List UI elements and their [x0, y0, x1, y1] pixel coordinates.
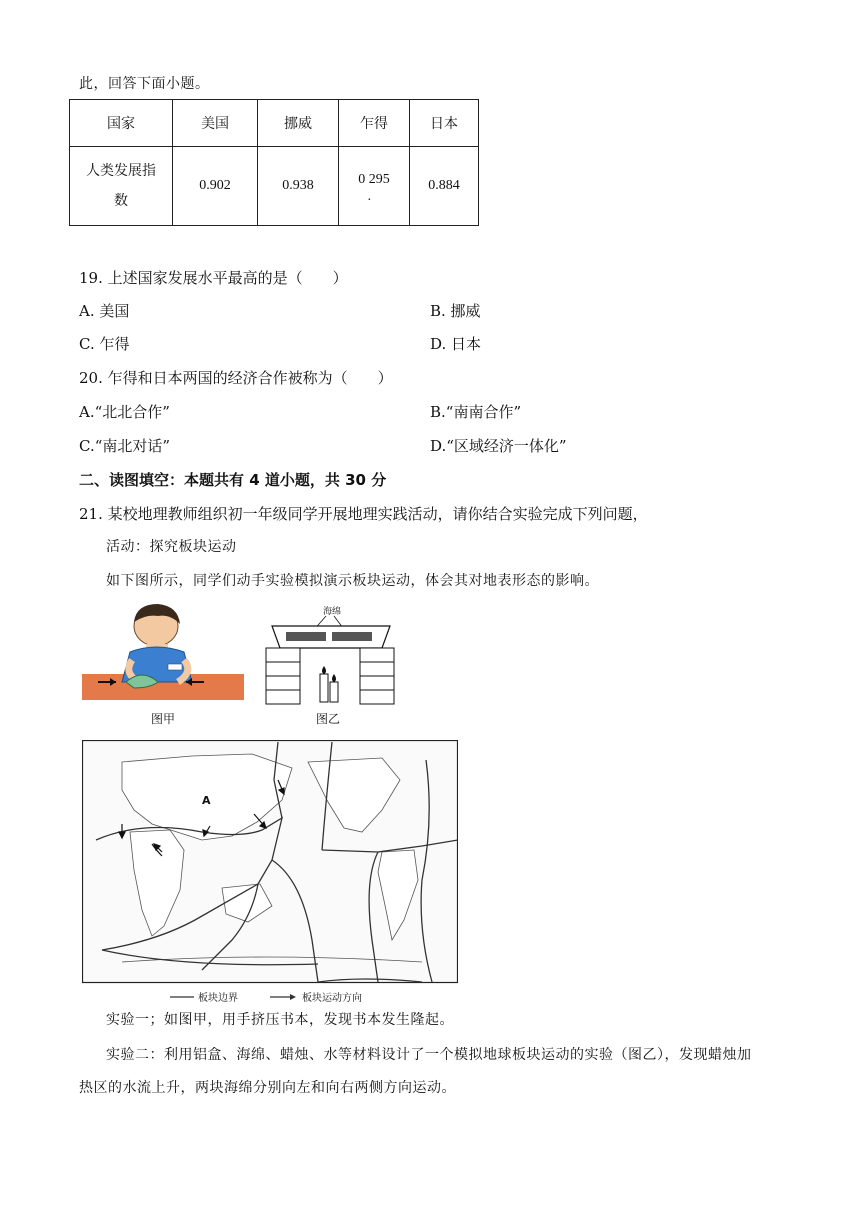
figure-a-caption: 图甲	[151, 712, 176, 726]
figure-b-illustration	[262, 602, 398, 706]
q20-option-c: C.“南北对话”	[79, 437, 171, 455]
q19-option-c: C. 乍得	[79, 335, 130, 353]
sponge-right	[332, 632, 372, 641]
q20-option-b: B.“南南合作”	[430, 403, 522, 421]
q20-option-d: D.“区域经济一体化”	[430, 437, 567, 455]
value-chad-dot: ·	[367, 193, 372, 208]
row-label-line: 数	[114, 193, 128, 209]
sponge-label: 海绵	[322, 607, 342, 617]
experiment-2-line-1: 实验二：利用铝盒、海绵、蜡烛、水等材料设计了一个模拟地球板块运动的实验（图乙），发现蜡烛加	[106, 1047, 752, 1063]
q21-stem: 21. 某校地理教师组织初一年级同学开展地理实践活动，请你结合实验完成下列问题，	[79, 505, 648, 523]
section2-heading: 二、读图填空：本题共有 4 道小题，共 30 分	[79, 471, 387, 489]
legend-direction-label: 板块运动方向	[302, 993, 362, 1004]
value-japan: 0.884	[410, 147, 479, 226]
map-legend	[168, 990, 378, 1004]
legend-boundary-label: 板块边界	[198, 993, 238, 1004]
q19-option-b: B. 挪威	[430, 302, 481, 320]
intro-line: 此，回答下面小题。	[79, 76, 210, 92]
candle-icon	[320, 674, 328, 702]
plate-map	[82, 740, 458, 984]
q21-description: 如下图所示，同学们动手实验模拟演示板块运动，体会其对地表形态的影响。	[106, 573, 599, 589]
value-chad	[339, 147, 410, 226]
map-label-a: A	[202, 794, 211, 807]
value-chad-number: 0 295	[358, 172, 390, 187]
value-norway: 0.938	[258, 147, 339, 226]
row-label	[70, 147, 173, 226]
figure-a-illustration	[80, 602, 246, 702]
table-header-cell: 日本	[410, 100, 479, 147]
q19-option-a: A. 美国	[79, 302, 130, 320]
sponge-left	[286, 632, 326, 641]
experiment-2-line-2: 热区的水流上升，两块海绵分别向左和向右两侧方向运动。	[79, 1080, 456, 1096]
figure-b-caption: 图乙	[316, 712, 341, 726]
table-header-cell: 乍得	[339, 100, 410, 147]
table-header-row	[70, 100, 479, 147]
q21-activity: 活动：探究板块运动	[106, 539, 237, 555]
hdi-table	[69, 99, 479, 226]
table-header-cell: 国家	[70, 100, 173, 147]
table-header-cell: 美国	[173, 100, 258, 147]
q20-option-a: A.“北北合作”	[79, 403, 170, 421]
value-usa: 0.902	[173, 147, 258, 226]
q19-stem: 19. 上述国家发展水平最高的是（ ）	[79, 269, 348, 287]
table-header-cell: 挪威	[258, 100, 339, 147]
table-row	[70, 147, 479, 226]
experiment-1: 实验一；如图甲，用手挤压书本，发现书本发生隆起。	[106, 1012, 454, 1028]
q20-stem: 20. 乍得和日本两国的经济合作被称为（ ）	[79, 369, 393, 387]
candle-icon	[330, 682, 338, 702]
row-label-line: 人类发展指	[86, 163, 156, 179]
q19-option-d: D. 日本	[430, 335, 482, 353]
legend-arrow-icon	[290, 994, 296, 1000]
